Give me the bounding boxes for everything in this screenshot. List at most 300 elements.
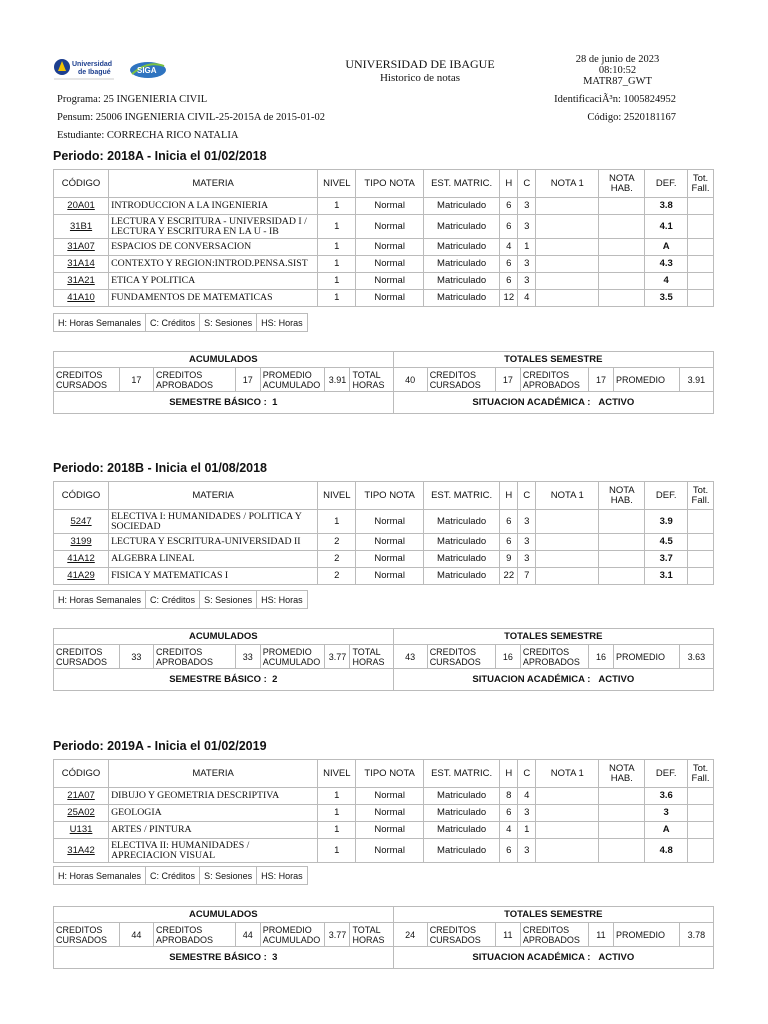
course-hours: 6 <box>500 273 518 290</box>
table-row <box>54 198 714 215</box>
identificacion: IdentificaciÃ³n: 1005824952 <box>554 94 676 105</box>
course-code[interactable]: U131 <box>54 822 109 839</box>
total-horas: 24 <box>393 923 427 947</box>
course-grade-1 <box>536 198 599 215</box>
promedio-acumulado: 3.77 <box>325 923 350 947</box>
courses-table <box>53 759 714 863</box>
acum-creditos-cursados-label: CREDITOS CURSADOS <box>54 923 120 947</box>
course-absences <box>688 215 714 239</box>
total-horas: 40 <box>393 368 427 392</box>
course-credits: 3 <box>518 805 536 822</box>
situacion-label: SITUACION ACADÉMICA : <box>472 396 591 408</box>
course-credits: 3 <box>518 551 536 568</box>
legend-item: H: Horas Semanales <box>54 591 146 609</box>
situacion-academica <box>393 947 713 969</box>
column-header: MATERIA <box>109 482 318 510</box>
report-date: 28 de junio de 2023 <box>575 54 660 65</box>
course-grade-1 <box>536 551 599 568</box>
course-credits: 1 <box>518 822 536 839</box>
situacion-academica <box>393 669 713 691</box>
course-enrollment-status: Matriculado <box>423 805 499 822</box>
course-name: ALGEBRA LINEAL <box>109 551 318 568</box>
total-horas-label: TOTAL HORAS <box>350 645 393 669</box>
column-header: NIVEL <box>318 760 356 788</box>
course-grade-type: Normal <box>356 256 423 273</box>
legend-item: H: Horas Semanales <box>54 314 146 332</box>
promedio-acumulado: 3.91 <box>325 368 350 392</box>
summary-table <box>53 351 714 414</box>
course-final-grade: 3 <box>645 805 688 822</box>
course-grade-type: Normal <box>356 788 423 805</box>
course-code[interactable]: 31A14 <box>54 256 109 273</box>
column-header: DEF. <box>645 170 688 198</box>
summary-table <box>53 906 714 969</box>
table-row <box>54 805 714 822</box>
course-code[interactable]: 25A02 <box>54 805 109 822</box>
course-grade-1 <box>536 215 599 239</box>
sem-creditos-aprobados: 17 <box>588 368 613 392</box>
course-level: 1 <box>318 510 356 534</box>
acum-creditos-aprobados: 17 <box>235 368 260 392</box>
svg-text:SIGA: SIGA <box>137 66 157 75</box>
sem-promedio-label: PROMEDIO <box>613 368 679 392</box>
course-grade-1 <box>536 839 599 863</box>
course-grade-1 <box>536 568 599 585</box>
acum-creditos-cursados: 44 <box>119 923 153 947</box>
course-grade-hab <box>599 239 645 256</box>
table-row <box>54 788 714 805</box>
course-name: LECTURA Y ESCRITURA-UNIVERSIDAD II <box>109 534 318 551</box>
course-absences <box>688 290 714 307</box>
courses-table <box>53 169 714 307</box>
course-grade-1 <box>536 788 599 805</box>
course-hours: 6 <box>500 510 518 534</box>
course-level: 1 <box>318 256 356 273</box>
column-header: TIPO NOTA <box>356 760 423 788</box>
legend-item: HS: Horas <box>257 314 308 332</box>
course-credits: 3 <box>518 534 536 551</box>
column-header: TIPO NOTA <box>356 482 423 510</box>
sem-creditos-aprobados: 16 <box>588 645 613 669</box>
situacion-value: ACTIVO <box>598 396 635 408</box>
course-code[interactable]: 31A07 <box>54 239 109 256</box>
course-enrollment-status: Matriculado <box>423 822 499 839</box>
sem-promedio-label: PROMEDIO <box>613 923 679 947</box>
acumulados-header: ACUMULADOS <box>54 907 394 923</box>
course-grade-type: Normal <box>356 568 423 585</box>
column-header: NIVEL <box>318 482 356 510</box>
period-title: Periodo: 2019A - Inicia el 01/02/2019 <box>53 739 267 753</box>
sem-creditos-cursados-label: CREDITOS CURSADOS <box>427 645 495 669</box>
course-grade-hab <box>599 839 645 863</box>
column-header: TIPO NOTA <box>356 170 423 198</box>
course-level: 1 <box>318 273 356 290</box>
courses-header-row <box>54 760 714 788</box>
course-hours: 9 <box>500 551 518 568</box>
course-credits: 3 <box>518 273 536 290</box>
course-grade-hab <box>599 788 645 805</box>
column-header: C <box>518 170 536 198</box>
course-absences <box>688 551 714 568</box>
course-name: CONTEXTO Y REGION:INTROD.PENSA.SIST <box>109 256 318 273</box>
course-grade-1 <box>536 510 599 534</box>
course-code[interactable]: 21A07 <box>54 788 109 805</box>
course-grade-1 <box>536 256 599 273</box>
course-final-grade: 3.6 <box>645 788 688 805</box>
course-code[interactable]: 3199 <box>54 534 109 551</box>
course-credits: 3 <box>518 215 536 239</box>
course-credits: 3 <box>518 256 536 273</box>
course-grade-hab <box>599 568 645 585</box>
course-final-grade: A <box>645 822 688 839</box>
column-header: MATERIA <box>109 760 318 788</box>
course-final-grade: 4.8 <box>645 839 688 863</box>
report-code: MATR87_GWT <box>583 76 652 87</box>
course-name: ETICA Y POLITICA <box>109 273 318 290</box>
course-grade-hab <box>599 290 645 307</box>
column-header: NOTA HAB. <box>599 170 645 198</box>
course-enrollment-status: Matriculado <box>423 510 499 534</box>
course-name: FUNDAMENTOS DE MATEMATICAS <box>109 290 318 307</box>
sem-creditos-cursados-label: CREDITOS CURSADOS <box>427 368 495 392</box>
courses-header-row <box>54 482 714 510</box>
semestre-basico-label: SEMESTRE BÁSICO : <box>169 396 267 408</box>
situacion-academica <box>393 392 713 414</box>
course-absences <box>688 239 714 256</box>
course-grade-1 <box>536 822 599 839</box>
acumulados-header: ACUMULADOS <box>54 352 394 368</box>
sem-promedio-label: PROMEDIO <box>613 645 679 669</box>
course-final-grade: 3.1 <box>645 568 688 585</box>
report-title: Historico de notas <box>379 72 461 84</box>
acumulados-header: ACUMULADOS <box>54 629 394 645</box>
course-grade-hab <box>599 534 645 551</box>
column-header: NIVEL <box>318 170 356 198</box>
course-code[interactable]: 5247 <box>54 510 109 534</box>
course-hours: 6 <box>500 198 518 215</box>
situacion-value: ACTIVO <box>598 673 635 685</box>
course-code[interactable]: 31A42 <box>54 839 109 863</box>
table-row <box>54 534 714 551</box>
course-final-grade: 4.1 <box>645 215 688 239</box>
table-row <box>54 551 714 568</box>
course-name: GEOLOGIA <box>109 805 318 822</box>
period-title: Periodo: 2018B - Inicia el 01/08/2018 <box>53 461 268 475</box>
sem-creditos-cursados-label: CREDITOS CURSADOS <box>427 923 495 947</box>
course-final-grade: 4.5 <box>645 534 688 551</box>
column-header: EST. MATRIC. <box>423 482 499 510</box>
column-header: EST. MATRIC. <box>423 170 499 198</box>
summary-table <box>53 628 714 691</box>
course-final-grade: 3.7 <box>645 551 688 568</box>
course-grade-hab <box>599 551 645 568</box>
table-row <box>54 839 714 863</box>
promedio-acumulado-label: PROMEDIO ACUMULADO <box>260 368 325 392</box>
column-header: NOTA 1 <box>536 760 599 788</box>
legend-item: H: Horas Semanales <box>54 867 146 885</box>
promedio-acumulado: 3.77 <box>325 645 350 669</box>
table-row <box>54 822 714 839</box>
course-hours: 4 <box>500 822 518 839</box>
course-grade-type: Normal <box>356 551 423 568</box>
column-header: NOTA HAB. <box>599 482 645 510</box>
course-code[interactable]: 20A01 <box>54 198 109 215</box>
course-level: 2 <box>318 568 356 585</box>
svg-text:Universidad: Universidad <box>72 61 113 68</box>
course-hours: 4 <box>500 239 518 256</box>
course-hours: 22 <box>500 568 518 585</box>
course-level: 2 <box>318 551 356 568</box>
course-grade-hab <box>599 510 645 534</box>
legend-item: S: Sesiones <box>200 867 257 885</box>
course-level: 1 <box>318 839 356 863</box>
total-horas-label: TOTAL HORAS <box>350 368 393 392</box>
course-code[interactable]: 31A21 <box>54 273 109 290</box>
course-grade-type: Normal <box>356 198 423 215</box>
course-level: 1 <box>318 198 356 215</box>
course-enrollment-status: Matriculado <box>423 568 499 585</box>
course-name: LECTURA Y ESCRITURA - UNIVERSIDAD I / LECTURA Y ESCRITURA EN LA U - IB <box>109 215 318 239</box>
course-final-grade: 3.9 <box>645 510 688 534</box>
report-time: 08:10:52 <box>598 65 637 76</box>
course-level: 1 <box>318 805 356 822</box>
course-final-grade: 4.3 <box>645 256 688 273</box>
course-level: 2 <box>318 534 356 551</box>
course-code[interactable]: 41A29 <box>54 568 109 585</box>
course-level: 1 <box>318 239 356 256</box>
column-header: CÓDIGO <box>54 760 109 788</box>
legend-item: HS: Horas <box>257 867 308 885</box>
course-grade-hab <box>599 215 645 239</box>
semestre-basico-value: 1 <box>272 396 278 408</box>
course-credits: 3 <box>518 510 536 534</box>
course-hours: 6 <box>500 839 518 863</box>
course-code[interactable]: 41A12 <box>54 551 109 568</box>
course-credits: 1 <box>518 239 536 256</box>
acum-creditos-aprobados: 33 <box>235 645 260 669</box>
course-absences <box>688 822 714 839</box>
course-grade-hab <box>599 805 645 822</box>
legend-item: S: Sesiones <box>200 314 257 332</box>
sem-creditos-cursados: 11 <box>495 923 520 947</box>
course-hours: 6 <box>500 215 518 239</box>
course-level: 1 <box>318 788 356 805</box>
legend-table <box>53 866 308 885</box>
totales-header: TOTALES SEMESTRE <box>393 352 713 368</box>
course-enrollment-status: Matriculado <box>423 551 499 568</box>
course-name: FISICA Y MATEMATICAS I <box>109 568 318 585</box>
codigo-estudiante: Código: 2520181167 <box>587 112 676 123</box>
sem-promedio: 3.91 <box>679 368 713 392</box>
table-row <box>54 215 714 239</box>
course-grade-hab <box>599 256 645 273</box>
sem-creditos-cursados: 17 <box>495 368 520 392</box>
course-absences <box>688 273 714 290</box>
column-header: C <box>518 760 536 788</box>
course-absences <box>688 568 714 585</box>
column-header: H <box>500 760 518 788</box>
column-header: DEF. <box>645 760 688 788</box>
acum-creditos-cursados-label: CREDITOS CURSADOS <box>54 368 120 392</box>
semestre-basico-value: 3 <box>272 951 278 963</box>
acum-creditos-cursados: 17 <box>119 368 153 392</box>
course-absences <box>688 198 714 215</box>
course-absences <box>688 839 714 863</box>
column-header: NOTA 1 <box>536 482 599 510</box>
course-credits: 3 <box>518 198 536 215</box>
course-level: 1 <box>318 822 356 839</box>
table-row <box>54 290 714 307</box>
legend-table <box>53 313 308 332</box>
legend-item: C: Créditos <box>146 314 200 332</box>
legend-item: S: Sesiones <box>200 591 257 609</box>
course-grade-hab <box>599 822 645 839</box>
sem-creditos-aprobados-label: CREDITOS APROBADOS <box>520 923 588 947</box>
table-row <box>54 568 714 585</box>
course-grade-hab <box>599 198 645 215</box>
course-name: INTRODUCCION A LA INGENIERIA <box>109 198 318 215</box>
course-credits: 3 <box>518 839 536 863</box>
course-grade-type: Normal <box>356 805 423 822</box>
course-hours: 6 <box>500 256 518 273</box>
course-grade-1 <box>536 534 599 551</box>
situacion-label: SITUACION ACADÉMICA : <box>472 673 591 685</box>
course-hours: 6 <box>500 534 518 551</box>
promedio-acumulado-label: PROMEDIO ACUMULADO <box>260 923 325 947</box>
sem-creditos-aprobados: 11 <box>588 923 613 947</box>
semestre-basico-label: SEMESTRE BÁSICO : <box>169 951 267 963</box>
course-name: DIBUJO Y GEOMETRIA DESCRIPTIVA <box>109 788 318 805</box>
column-header: CÓDIGO <box>54 170 109 198</box>
column-header: EST. MATRIC. <box>423 760 499 788</box>
acum-creditos-aprobados-label: CREDITOS APROBADOS <box>153 923 235 947</box>
semestre-basico <box>54 669 394 691</box>
semestre-basico-label: SEMESTRE BÁSICO : <box>169 673 267 685</box>
course-level: 1 <box>318 290 356 307</box>
course-grade-1 <box>536 273 599 290</box>
course-final-grade: 3.8 <box>645 198 688 215</box>
course-code[interactable]: 31B1 <box>54 215 109 239</box>
course-code[interactable]: 41A10 <box>54 290 109 307</box>
column-header: NOTA 1 <box>536 170 599 198</box>
programa: Programa: 25 INGENIERIA CIVIL <box>57 94 208 105</box>
course-grade-type: Normal <box>356 510 423 534</box>
column-header: CÓDIGO <box>54 482 109 510</box>
course-enrollment-status: Matriculado <box>423 198 499 215</box>
column-header: Tot. Fall. <box>688 760 714 788</box>
column-header: MATERIA <box>109 170 318 198</box>
legend-item: C: Créditos <box>146 591 200 609</box>
column-header: NOTA HAB. <box>599 760 645 788</box>
course-absences <box>688 256 714 273</box>
acum-creditos-aprobados-label: CREDITOS APROBADOS <box>153 368 235 392</box>
course-grade-type: Normal <box>356 822 423 839</box>
course-hours: 6 <box>500 805 518 822</box>
sem-creditos-aprobados-label: CREDITOS APROBADOS <box>520 645 588 669</box>
course-enrollment-status: Matriculado <box>423 534 499 551</box>
period-title: Periodo: 2018A - Inicia el 01/02/2018 <box>53 149 267 163</box>
course-final-grade: A <box>645 239 688 256</box>
legend-table <box>53 590 308 609</box>
courses-table <box>53 481 714 585</box>
column-header: H <box>500 170 518 198</box>
university-name: UNIVERSIDAD DE IBAGUE <box>345 57 495 71</box>
course-credits: 7 <box>518 568 536 585</box>
acum-creditos-cursados: 33 <box>119 645 153 669</box>
pensum: Pensum: 25006 INGENIERIA CIVIL-25-2015A de 2015-01-02 <box>57 112 326 123</box>
column-header: H <box>500 482 518 510</box>
course-credits: 4 <box>518 290 536 307</box>
course-enrollment-status: Matriculado <box>423 788 499 805</box>
course-grade-type: Normal <box>356 290 423 307</box>
course-name: ELECTIVA II: HUMANIDADES / APRECIACION VISUAL <box>109 839 318 863</box>
course-grade-type: Normal <box>356 273 423 290</box>
sem-creditos-cursados: 16 <box>495 645 520 669</box>
column-header: Tot. Fall. <box>688 482 714 510</box>
table-row <box>54 273 714 290</box>
column-header: Tot. Fall. <box>688 170 714 198</box>
course-grade-1 <box>536 239 599 256</box>
course-grade-1 <box>536 805 599 822</box>
course-grade-hab <box>599 273 645 290</box>
course-grade-1 <box>536 290 599 307</box>
totales-header: TOTALES SEMESTRE <box>393 629 713 645</box>
course-level: 1 <box>318 215 356 239</box>
acum-creditos-aprobados-label: CREDITOS APROBADOS <box>153 645 235 669</box>
legend-item: C: Créditos <box>146 867 200 885</box>
course-absences <box>688 805 714 822</box>
course-grade-type: Normal <box>356 839 423 863</box>
course-hours: 12 <box>500 290 518 307</box>
svg-text:de Ibagué: de Ibagué <box>78 69 111 76</box>
table-row <box>54 510 714 534</box>
semestre-basico <box>54 392 394 414</box>
course-hours: 8 <box>500 788 518 805</box>
table-row <box>54 239 714 256</box>
table-row <box>54 256 714 273</box>
totales-header: TOTALES SEMESTRE <box>393 907 713 923</box>
course-name: ELECTIVA I: HUMANIDADES / POLITICA Y SOCIEDAD <box>109 510 318 534</box>
course-enrollment-status: Matriculado <box>423 839 499 863</box>
estudiante: Estudiante: CORRECHA RICO NATALIA <box>57 130 239 141</box>
semestre-basico <box>54 947 394 969</box>
course-enrollment-status: Matriculado <box>423 256 499 273</box>
semestre-basico-value: 2 <box>272 673 278 685</box>
sem-promedio: 3.78 <box>679 923 713 947</box>
course-absences <box>688 534 714 551</box>
sem-creditos-aprobados-label: CREDITOS APROBADOS <box>520 368 588 392</box>
course-name: ESPACIOS DE CONVERSACION <box>109 239 318 256</box>
course-name: ARTES / PINTURA <box>109 822 318 839</box>
sem-promedio: 3.63 <box>679 645 713 669</box>
course-absences <box>688 510 714 534</box>
acum-creditos-aprobados: 44 <box>235 923 260 947</box>
column-header: C <box>518 482 536 510</box>
acum-creditos-cursados-label: CREDITOS CURSADOS <box>54 645 120 669</box>
university-logo <box>52 56 116 82</box>
situacion-value: ACTIVO <box>598 951 635 963</box>
total-horas-label: TOTAL HORAS <box>350 923 393 947</box>
siga-logo <box>128 58 168 80</box>
course-credits: 4 <box>518 788 536 805</box>
course-grade-type: Normal <box>356 239 423 256</box>
course-final-grade: 3.5 <box>645 290 688 307</box>
promedio-acumulado-label: PROMEDIO ACUMULADO <box>260 645 325 669</box>
legend-item: HS: Horas <box>257 591 308 609</box>
course-enrollment-status: Matriculado <box>423 290 499 307</box>
course-absences <box>688 788 714 805</box>
course-enrollment-status: Matriculado <box>423 215 499 239</box>
